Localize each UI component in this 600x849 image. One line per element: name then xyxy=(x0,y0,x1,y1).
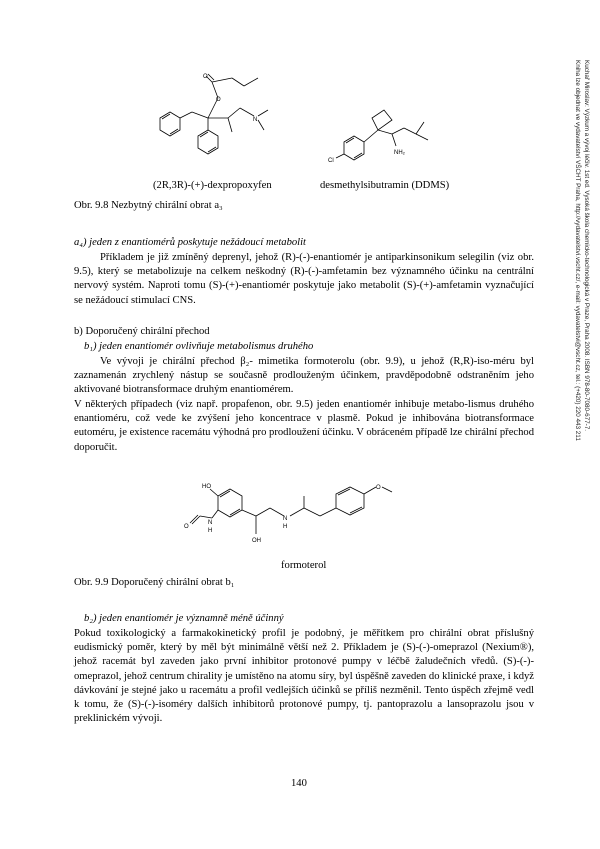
atom-o-ester: O xyxy=(216,97,221,103)
molecule-label-formoterol: formoterol xyxy=(281,560,327,571)
atom-n-amine: N xyxy=(253,117,258,123)
sidebar-citation xyxy=(573,60,590,441)
sidebar-line-2: Kniha lze objednat ve vydavatelství VŠCHT Praha, http://vydavatelstvi.vscht.cz/, e-mail: vydavatelstvi@vscht.cz, tel.: (+420) 220 443 211 xyxy=(574,60,582,441)
molecule-label-dexpropoxyphene: (2R,3R)-(+)-dexpropoxyfen xyxy=(153,180,272,191)
figure-9-8-structures xyxy=(140,60,480,170)
figure-9-8-caption: Obr. 9.8 Nezbytný chirální obrat a₃ xyxy=(74,200,223,211)
formoterol-structure xyxy=(170,478,450,558)
dexpropoxyphene-structure xyxy=(160,74,268,154)
figure-9-9-caption: Obr. 9.9 Doporučený chirální obrat b₁ xyxy=(74,577,235,588)
section-b1-paragraph-2: V některých případech (viz např. propafenon, obr. 9.5) jeden enantiomér inhibuje metabo-lismus druhého enantioméru, což vede ke zvýšení jeho koncentrace v plasmě. Pokud je inhibována biotransformace eutoméru, je existence racemátu výhodná pro prodloužení účinku. V obráceném případě lze chirální přechod doporučit. xyxy=(74,399,534,453)
section-a4-paragraph: Příkladem je již zmíněný deprenyl, jehož (R)-(-)-enantiomér je antiparkinsonikum selegilin (viz obr. 9.5), který se metabolizuje na celkem neškodný (R)-(-)-amfetamin bez významného účinku na centrální nervový systém. Naproti tomu (S)-(+)-enantiomér poskytuje jako metabolit (S)-(+)-amfetamin vyznačující se nežádoucí stimulací CNS. xyxy=(74,252,534,306)
atom-nh2: NH₂ xyxy=(394,150,405,156)
atom-h-amine: H xyxy=(283,524,288,530)
sidebar-line-1: Kuchař Miroslav: Výzkum a vývoj léčiv. 1st ed. Vysoká škola chemicko-technologická v Praze, Praha 2008. ISBN 978-80-7080-677-7. xyxy=(583,60,590,431)
page-number: 140 xyxy=(291,778,307,789)
atom-o-formyl: O xyxy=(184,524,189,530)
molecule-label-ddms: desmethylsibutramin (DDMS) xyxy=(320,180,450,191)
section-b2-paragraph: Pokud toxikologický a farmakokinetický profil je podobný, je měřítkem pro chirální obrat příslušný eudismický poměr, který by měl být minimálně větší než 2. Příkladem je (S)-(-)-omeprazol (Nexium®), jehož racemát byl zaveden jako první inhibitor protonové pumpy v léčbě žaludečních vředů. (S)-(-)-omeprazol, jehož centrum chirality je umístěno na atomu síry, byl úspěšně zaveden do klinické praxe, i když dávkování je stejné jako u racemátu a profil vedlejších účinků se příliš nezměnil. Tento úspěch zřejmě vedl k tomu, že (S)-(-)-isoméry dalších inhibitorů protonové pumpy, tj. pantoprazolu a lansoprazolu jsou v preklinickém vývoji. xyxy=(74,628,534,725)
atom-n-amide: N xyxy=(208,520,213,526)
atom-o-methoxy: O xyxy=(376,485,381,491)
atom-n-amine: N xyxy=(283,516,288,522)
section-b-heading: b) Doporučený chirální přechod xyxy=(74,326,210,337)
section-b1-heading: b₁) jeden enantiomér ovlivňuje metabolismus druhého xyxy=(84,341,314,352)
atom-cl: Cl xyxy=(328,158,334,164)
atom-h-amide: H xyxy=(208,528,213,534)
desmethylsibutramine-structure xyxy=(336,110,428,160)
atom-o-carbonyl: O xyxy=(203,74,208,80)
section-b1-paragraph-1: Ve vývoji je chirální přechod β₂- mimetika formoterolu (obr. 9.9), u jehož (R,R)-iso-méru byl zaznamenán zrychlený nástup se současně prodlouženým účinkem, pravděpodobně odstraněním jeho aktivované biotransformace druhým enantiomérem. xyxy=(74,356,534,396)
atom-ho: HO xyxy=(202,484,211,490)
atom-oh: OH xyxy=(252,538,261,544)
section-b2-heading: b₂) jeden enantiomér je významně méně účinný xyxy=(84,613,284,624)
section-a4-heading: a₄) jeden z enantiomérů poskytuje nežádoucí metabolit xyxy=(74,237,306,248)
